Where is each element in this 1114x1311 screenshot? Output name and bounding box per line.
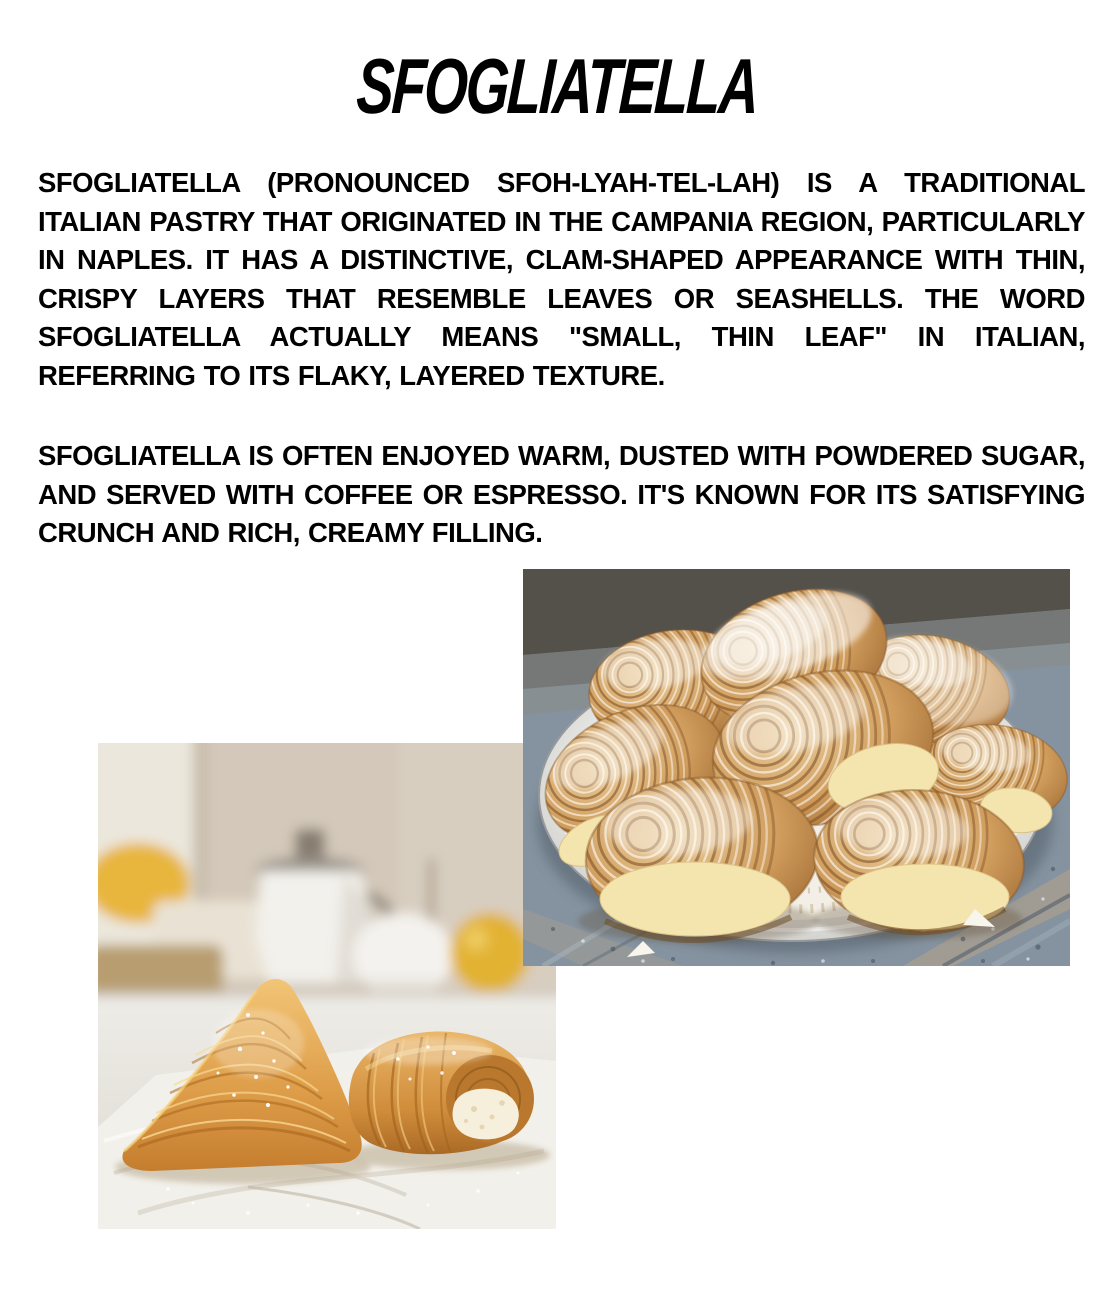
cream-filling [600, 862, 790, 936]
ricotta-filling [453, 1089, 519, 1140]
plate-photo-illustration [523, 569, 1070, 966]
paragraph-1: SFOGLIATELLA (PRONOUNCED SFOH-LYAH-TEL-LAH) IS A TRADITIONAL ITALIAN PASTRY THAT ORIGINATED IN THE CAMPANIA REGION, PARTICULARLY IN NAPLES. IT HAS A DISTINCTIVE, CLAM-SHAPED APPEARANCE WITH THIN, CRISPY LAYERS THAT RESEMBLE LEAVES OR SEASHELLS. THE WORD SFOGLIATELLA ACTUALLY MEANS "SMALL, THIN LEAF" IN ITALIAN, REFERRING TO ITS FLAKY, LAYERED TEXTURE. [38, 167, 1085, 391]
table-photo-illustration [98, 743, 556, 1229]
page-title-text: SFOGLIATELLA [354, 42, 760, 130]
paragraph-2: SFOGLIATELLA IS OFTEN ENJOYED WARM, DUSTED WITH POWDERED SUGAR, AND SERVED WITH COFFEE OR ESPRESSO. IT'S KNOWN FOR ITS SATISFYING CRUNCH AND RICH, CREAMY FILLING. [38, 440, 1085, 548]
page-title [0, 42, 1114, 145]
photo-sfogliatelle-plate [523, 569, 1070, 966]
lemon-right [450, 913, 530, 993]
photo-pastries-on-table [98, 743, 556, 1229]
article-text [38, 164, 1085, 595]
